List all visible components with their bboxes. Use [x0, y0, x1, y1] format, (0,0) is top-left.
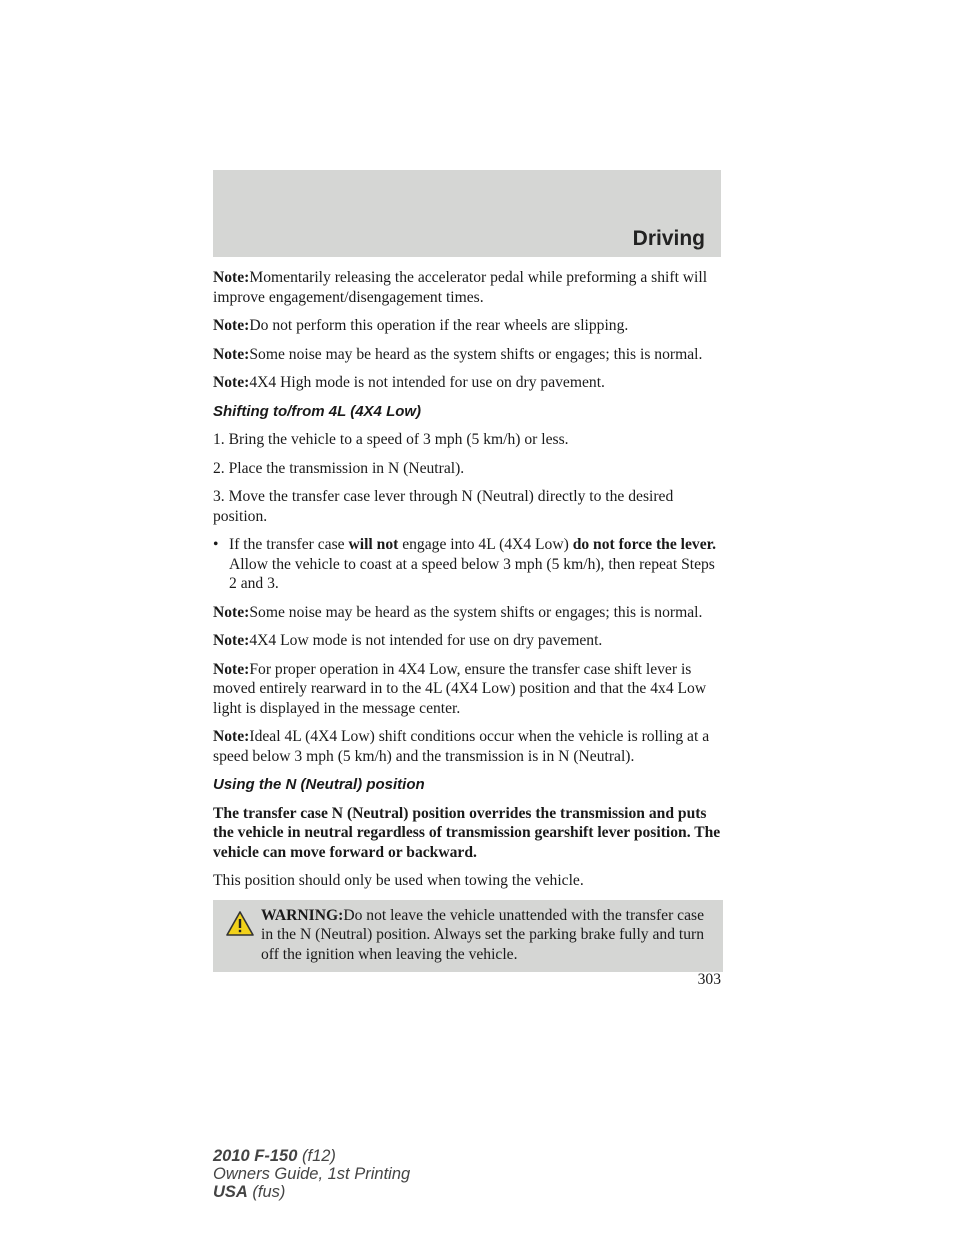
note-8	[213, 727, 723, 766]
note-label: Note:	[213, 632, 250, 649]
bullet-emphasis: will not	[348, 536, 399, 553]
note-label: Note:	[213, 345, 250, 363]
bullet-dot: •	[213, 536, 219, 553]
note-text: Do not perform this operation if the rear wheels are slipping.	[249, 317, 629, 334]
bullet-item	[213, 535, 723, 594]
note-text: Ideal 4L (4X4 Low) shift conditions occur when the vehicle is rolling at a speed below 3 mph (5 km/h) and the transmission is in N (Neutral).	[213, 728, 710, 765]
bullet-text-part: Allow the vehicle to coast at a speed below 3 mph (5 km/h), then repeat Steps 2 and 3.	[229, 555, 715, 592]
step-3: 3. Move the transfer case lever through N (Neutral) directly to the desired position.	[213, 488, 674, 525]
note-label: Note:	[213, 660, 250, 678]
note-text: 4X4 High mode is not intended for use on dry pavement.	[249, 374, 605, 391]
warning-triangle-icon	[225, 910, 255, 937]
note-1	[213, 268, 723, 307]
warning-box	[213, 900, 723, 973]
section-header-bar	[213, 170, 721, 257]
bullet-text-part: engage into 4L (4X4 Low)	[398, 536, 573, 553]
note-text: For proper operation in 4X4 Low, ensure the transfer case shift lever is moved entirely rearward in to the 4L (4X4 Low) position and that the 4x4 Low light is displayed in the message center.	[213, 660, 707, 717]
bullet-text	[229, 535, 723, 594]
note-label: Note:	[213, 317, 250, 334]
section-heading-4l: Shifting to/from 4L (4X4 Low)	[213, 402, 422, 420]
footer-code: (f12)	[297, 1147, 336, 1165]
note-text: Momentarily releasing the accelerator pedal while preforming a shift will improve engagement/disengagement times.	[213, 269, 708, 306]
warning-body: Do not leave the vehicle unattended with the transfer case in the N (Neutral) position. Always set the parking brake fully and turn off the ignition when leaving the vehicle.	[261, 906, 705, 963]
neutral-bold-paragraph	[213, 804, 723, 863]
note-text: Some noise may be heard as the system shifts or engages; this is normal.	[249, 345, 703, 363]
note-label: Note:	[213, 603, 250, 621]
footer-model: 2010 F-150	[213, 1147, 298, 1165]
footer-line-3	[213, 1183, 410, 1201]
step-2: 2. Place the transmission in N (Neutral).	[213, 459, 465, 477]
note-label: Note:	[213, 374, 250, 391]
page-number: 303	[697, 971, 721, 988]
bold-paragraph-text: The transfer case N (Neutral) position overrides the transmission and puts the vehicle in neutral regardless of transmission gearshift lever position. The vehicle can move forward or backward.	[213, 804, 721, 861]
page-content	[213, 268, 723, 972]
warning-text	[221, 906, 715, 965]
footer-line-1	[213, 1147, 410, 1165]
neutral-paragraph: This position should only be used when towing the vehicle.	[213, 872, 584, 889]
footer-market-code: (fus)	[247, 1183, 286, 1201]
bullet-emphasis: do not force the lever.	[572, 536, 717, 553]
note-2	[213, 316, 723, 336]
step-1: 1. Bring the vehicle to a speed of 3 mph (5 km/h) or less.	[213, 431, 569, 448]
footer-line-2: Owners Guide, 1st Printing	[213, 1165, 411, 1183]
footer-market: USA	[213, 1183, 248, 1201]
note-3	[213, 345, 723, 365]
note-text: Some noise may be heard as the system shifts or engages; this is normal.	[249, 603, 703, 621]
note-4	[213, 373, 723, 393]
note-5	[213, 603, 723, 623]
note-label: Note:	[213, 269, 250, 286]
bullet-text-part: If the transfer case	[229, 536, 349, 553]
note-text: 4X4 Low mode is not intended for use on dry pavement.	[249, 632, 603, 649]
note-label: Note:	[213, 728, 250, 745]
note-6	[213, 631, 723, 651]
section-title: Driving	[632, 227, 705, 250]
warning-label: WARNING:	[261, 906, 344, 924]
section-heading-neutral: Using the N (Neutral) position	[213, 776, 425, 793]
footer-imprint	[213, 1147, 410, 1201]
note-7	[213, 660, 723, 719]
